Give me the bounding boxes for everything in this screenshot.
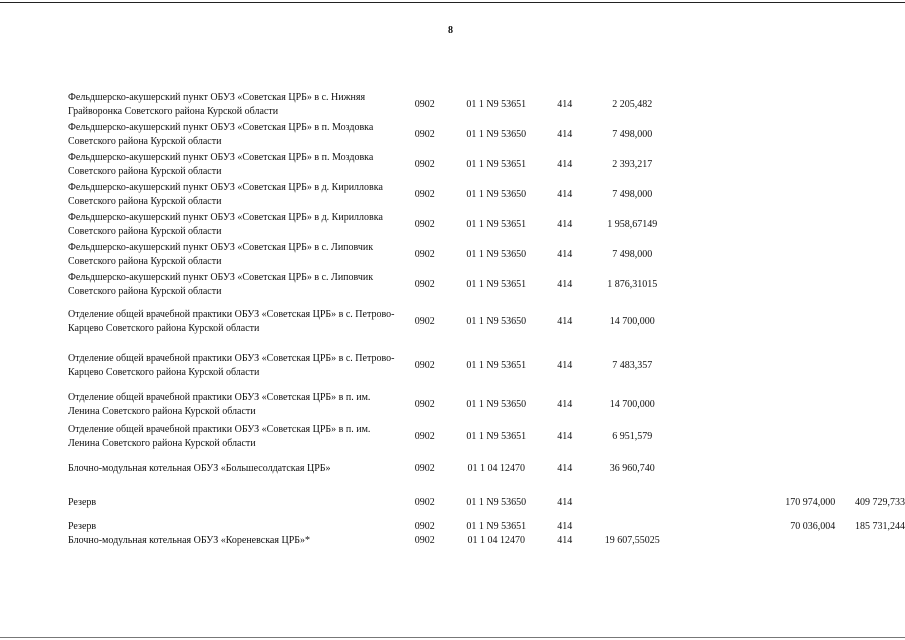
- row-value-4: [835, 344, 905, 388]
- row-vr: 414: [557, 535, 573, 546]
- table-row: [68, 150, 905, 180]
- row-section: 0902: [414, 535, 435, 546]
- row-vr: 414: [557, 497, 573, 508]
- table-row: [68, 90, 905, 120]
- row-value-3: [756, 180, 836, 210]
- row-section: 0902: [414, 431, 435, 442]
- row-csr: 01 1 N9 53650: [466, 249, 527, 260]
- row-section: 0902: [414, 189, 435, 200]
- row-csr: 01 1 N9 53651: [466, 219, 527, 230]
- row-value-3: 70 036,004: [790, 521, 836, 532]
- bottom-border-line: [0, 637, 905, 638]
- row-value-4: [835, 422, 905, 452]
- table-row: [68, 534, 905, 548]
- row-csr: 01 1 N9 53650: [466, 316, 527, 327]
- row-value-1: 2 393,217: [612, 159, 653, 170]
- row-name: Отделение общей врачебной практики ОБУЗ «Советская ЦРБ» в п. им. Ленина Советского района Курской области: [68, 392, 371, 417]
- row-vr: 414: [557, 219, 573, 230]
- row-value-4: [835, 388, 905, 422]
- row-vr: 414: [557, 279, 573, 290]
- row-csr: 01 1 N9 53651: [466, 431, 527, 442]
- row-section: 0902: [414, 129, 435, 140]
- row-value-3: 170 974,000: [785, 497, 836, 508]
- row-name: Фельдшерско-акушерский пункт ОБУЗ «Советская ЦРБ» в д. Кирилловка Советского района Курской области: [68, 182, 383, 207]
- row-vr: 414: [557, 129, 573, 140]
- table-row: [68, 240, 905, 270]
- row-csr: 01 1 N9 53651: [466, 521, 527, 532]
- row-value-3: [756, 388, 836, 422]
- top-border-line: [0, 2, 905, 3]
- row-section: 0902: [414, 219, 435, 230]
- row-section: 0902: [414, 249, 435, 260]
- row-section: 0902: [414, 360, 435, 371]
- row-value-3: [756, 150, 836, 180]
- row-value-1: 36 960,740: [609, 463, 655, 474]
- row-name: Отделение общей врачебной практики ОБУЗ «Советская ЦРБ» в п. им. Ленина Советского района Курской области: [68, 424, 371, 449]
- row-csr: 01 1 N9 53651: [466, 99, 527, 110]
- row-name: Фельдшерско-акушерский пункт ОБУЗ «Советская ЦРБ» в с. Липовчик Советского района Курской области: [68, 272, 374, 297]
- row-vr: 414: [557, 399, 573, 410]
- row-value-1: 14 700,000: [609, 399, 655, 410]
- row-value-1: 1 958,67149: [607, 219, 658, 230]
- row-name: Фельдшерско-акушерский пункт ОБУЗ «Советская ЦРБ» в д. Кирилловка Советского района Курской области: [68, 212, 383, 237]
- row-value-4: [835, 150, 905, 180]
- row-value-1: [588, 520, 677, 534]
- row-csr: 01 1 04 12470: [467, 463, 526, 474]
- row-vr: 414: [557, 159, 573, 170]
- row-name: Блочно-модульная котельная ОБУЗ «Большесолдатская ЦРБ»: [68, 463, 331, 474]
- row-value-1: 2 205,482: [612, 99, 653, 110]
- row-vr: 414: [557, 316, 573, 327]
- row-section: 0902: [414, 399, 435, 410]
- row-name: Фельдшерско-акушерский пункт ОБУЗ «Советская ЦРБ» в п. Моздовка Советского района Курской области: [68, 152, 374, 177]
- row-name: Отделение общей врачебной практики ОБУЗ «Советская ЦРБ» в с. Петрово-Карцево Советского района Курской области: [68, 309, 395, 334]
- table-row: [68, 180, 905, 210]
- row-value-1: 19 607,55025: [604, 535, 660, 546]
- page-number: 8: [448, 25, 453, 36]
- row-value-3: [756, 210, 836, 240]
- row-value-3: [756, 120, 836, 150]
- table-row: [68, 344, 905, 388]
- row-value-3: [756, 452, 836, 486]
- row-section: 0902: [414, 497, 435, 508]
- row-value-4: 409 729,733: [855, 497, 905, 508]
- row-value-1: 7 498,000: [612, 129, 653, 140]
- row-section: 0902: [414, 463, 435, 474]
- table-row: [68, 388, 905, 422]
- row-value-1: 6 951,579: [612, 431, 653, 442]
- row-value-1: 7 483,357: [612, 360, 653, 371]
- row-section: 0902: [414, 316, 435, 327]
- row-csr: 01 1 N9 53651: [466, 159, 527, 170]
- table-row: [68, 520, 905, 534]
- table-row: [68, 120, 905, 150]
- row-name: Отделение общей врачебной практики ОБУЗ «Советская ЦРБ» в с. Петрово-Карцево Советского района Курской области: [68, 353, 395, 378]
- row-value-3: [756, 270, 836, 300]
- row-csr: 01 1 04 12470: [467, 535, 526, 546]
- row-value-1: 7 498,000: [612, 189, 653, 200]
- table-row: [68, 300, 905, 344]
- row-csr: 01 1 N9 53650: [466, 497, 527, 508]
- row-csr: 01 1 N9 53650: [466, 129, 527, 140]
- row-value-4: [835, 270, 905, 300]
- row-value-4: 185 731,244: [855, 521, 905, 532]
- row-section: 0902: [414, 521, 435, 532]
- table-row: [68, 452, 905, 486]
- row-value-3: [756, 90, 836, 120]
- row-value-1: 14 700,000: [609, 316, 655, 327]
- row-vr: 414: [557, 521, 573, 532]
- row-csr: 01 1 N9 53651: [466, 360, 527, 371]
- row-value-3: [756, 240, 836, 270]
- row-vr: 414: [557, 189, 573, 200]
- row-vr: 414: [557, 360, 573, 371]
- row-name: Фельдшерско-акушерский пункт ОБУЗ «Советская ЦРБ» в с. Липовчик Советского района Курской области: [68, 242, 374, 267]
- row-section: 0902: [414, 279, 435, 290]
- row-value-3: [756, 422, 836, 452]
- row-value-4: [835, 240, 905, 270]
- row-value-1: [588, 486, 677, 520]
- row-vr: 414: [557, 249, 573, 260]
- row-value-4: [835, 90, 905, 120]
- row-csr: 01 1 N9 53650: [466, 399, 527, 410]
- row-name: Резерв: [68, 497, 97, 508]
- table-row: [68, 422, 905, 452]
- row-vr: 414: [557, 431, 573, 442]
- row-csr: 01 1 N9 53650: [466, 189, 527, 200]
- row-name: Резерв: [68, 521, 97, 532]
- row-value-4: [835, 452, 905, 486]
- row-value-1: 7 498,000: [612, 249, 653, 260]
- row-value-4: [835, 300, 905, 344]
- row-value-3: [756, 534, 836, 548]
- row-vr: 414: [557, 99, 573, 110]
- table-row: [68, 270, 905, 300]
- budget-table: [68, 90, 905, 548]
- table-row: [68, 210, 905, 240]
- row-name: Фельдшерско-акушерский пункт ОБУЗ «Советская ЦРБ» в п. Моздовка Советского района Курской области: [68, 122, 374, 147]
- row-value-4: [835, 210, 905, 240]
- row-section: 0902: [414, 159, 435, 170]
- table-row: [68, 486, 905, 520]
- row-value-4: [835, 120, 905, 150]
- row-name: Блочно-модульная котельная ОБУЗ «Кореневская ЦРБ»*: [68, 535, 310, 546]
- row-value-4: [835, 180, 905, 210]
- row-section: 0902: [414, 99, 435, 110]
- row-value-3: [756, 300, 836, 344]
- row-csr: 01 1 N9 53651: [466, 279, 527, 290]
- row-value-3: [756, 344, 836, 388]
- row-value-1: 1 876,31015: [607, 279, 658, 290]
- row-vr: 414: [557, 463, 573, 474]
- row-value-4: [835, 534, 905, 548]
- row-name: Фельдшерско-акушерский пункт ОБУЗ «Советская ЦРБ» в с. Нижняя Грайворонка Советского района Курской области: [68, 92, 366, 117]
